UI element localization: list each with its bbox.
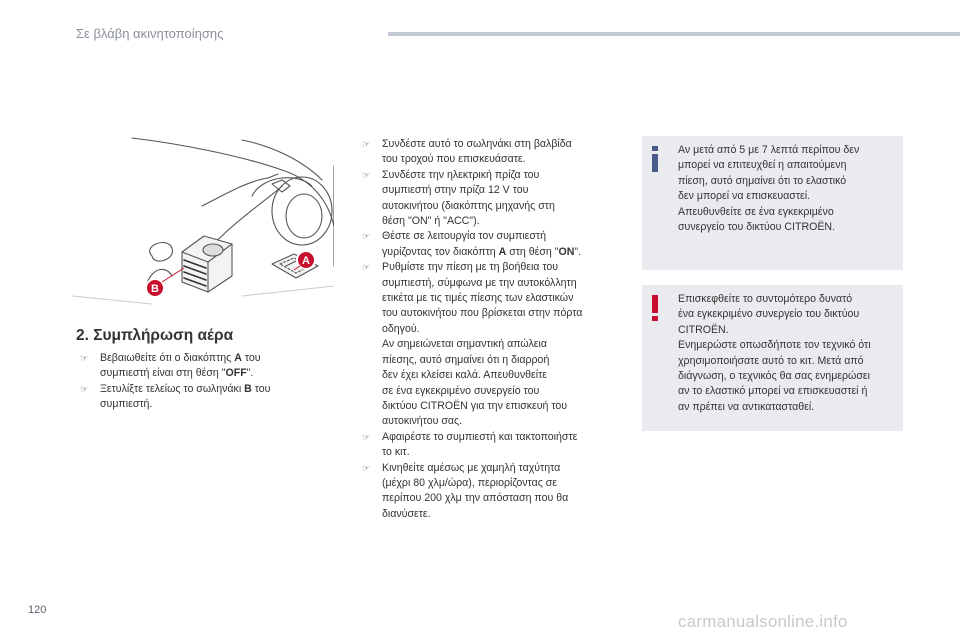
bullet-line: δικτύου CITROËN για την επισκευή του (382, 399, 568, 412)
bullet-item (80, 382, 270, 413)
exclamation-icon (649, 295, 661, 321)
note-line: συνεργείο του δικτύου CITROËN. (678, 221, 836, 234)
info-icon (649, 146, 661, 172)
pointing-hand-icon: ☞ (362, 262, 371, 273)
bullet-line: Ρυθμίστε την πίεση με τη βοήθεια του (382, 261, 559, 274)
page-header-title: Σε βλάβη ακινητοποίησης (76, 26, 224, 41)
bullet-item (362, 137, 582, 168)
bullet-line: Αφαιρέστε το συμπιεστή και τακτοποιήστε (382, 430, 578, 443)
bullet-line: ετικέτα με τις τιμές πίεσης των ελαστικών (382, 292, 574, 305)
bullet-line: συμπιεστή. (100, 398, 153, 411)
compressor-illustration (72, 136, 334, 306)
bullet-list-right (362, 137, 582, 522)
note-line: δεν μπορεί να επισκευαστεί. (678, 190, 811, 203)
bullet-line: Συνδέστε την ηλεκτρική πρίζα του (382, 168, 540, 181)
note-line: πίεση, αυτό σημαίνει ότι το ελαστικό (678, 174, 847, 187)
page-header-bar (388, 32, 960, 36)
note-line: αν το ελαστικό μπορεί να επισκευαστεί ή (678, 385, 868, 398)
note-line: ένα εγκεκριμένο συνεργείο του δικτύου (678, 308, 860, 321)
label-b-marker (146, 268, 184, 297)
bullet-line: συμπιεστή στην πρίζα 12 V του (382, 184, 529, 197)
bullet-line: του αυτοκινήτου που βρίσκεται στην πόρτα (382, 307, 583, 320)
bullet-item (362, 260, 582, 429)
bullet-line: αυτοκινήτου σας. (382, 415, 463, 428)
pointing-hand-icon: ☞ (362, 139, 371, 149)
bullet-item (362, 168, 582, 230)
pointing-hand-icon: ☞ (80, 383, 89, 394)
bullet-line: οδηγού. (382, 322, 420, 335)
bullet-line: Ξετυλίξτε τελείως το σωληνάκι B του (100, 382, 271, 395)
note-line: Ενημερώστε οπωσδήποτε τον τεχνικό ότι (678, 339, 871, 352)
warning-box (642, 285, 903, 431)
note-line: μπορεί να επιτευχθεί η απαιτούμενη (678, 159, 847, 172)
section-title: 2. Συμπλήρωση αέρα (76, 327, 234, 344)
pointing-hand-icon: ☞ (362, 169, 371, 180)
bullet-line: Αν σημειώνεται σημαντική απώλεια (382, 338, 547, 351)
pointing-hand-icon: ☞ (362, 431, 371, 442)
bullet-line: Θέστε σε λειτουργία τον συμπιεστή (382, 230, 546, 243)
label-b-text: B (151, 283, 159, 295)
bullet-item (362, 461, 582, 523)
bullet-line: σε ένα εγκεκριμένο συνεργείο του (382, 384, 540, 397)
warning-text (678, 292, 871, 415)
info-box (642, 136, 903, 270)
bullet-line: (μέχρι 80 χλμ/ώρα), περιορίζοντας σε (382, 476, 558, 489)
label-a-text: A (302, 255, 310, 267)
info-text (678, 143, 859, 235)
note-line: Επισκεφθείτε το συντομότερο δυνατό (678, 293, 853, 305)
watermark: carmanualsonline.info (678, 612, 848, 631)
pointing-hand-icon: ☞ (362, 231, 371, 242)
bullet-line: γυρίζοντας τον διακόπτη A στη θέση "ON". (382, 245, 582, 258)
bullet-line: Βεβαιωθείτε ότι ο διακόπτης A του (100, 352, 261, 364)
bullet-line: περίπου 200 χλμ την απόσταση που θα (382, 492, 569, 505)
bullet-line: του τροχού που επισκευάσατε. (382, 153, 526, 166)
bullet-line: πίεσης, αυτό σημαίνει ότι η διαρροή (382, 353, 550, 366)
bullet-line: συμπιεστή είναι στη θέση "OFF". (100, 367, 254, 380)
bullet-list-left (80, 351, 270, 413)
bullet-line: θέση "ON" ή "ACC"). (382, 215, 480, 228)
note-line: διάγνωση, ο τεχνικός θα σας ενημερώσει (678, 370, 870, 383)
note-line: αν πρέπει να αντικατασταθεί. (678, 400, 815, 413)
bullet-item (80, 351, 270, 382)
bullet-line: αυτοκινήτου (διακόπτης μηχανής στη (382, 199, 555, 212)
bullet-line: διανύσετε. (382, 507, 431, 520)
note-line: CITROËN. (678, 323, 729, 336)
page-number: 120 (28, 604, 47, 616)
note-line: Απευθυνθείτε σε ένα εγκεκριμένο (678, 205, 834, 218)
note-line: χρησιμοποιήσατε αυτό το κιτ. Μετά από (678, 354, 864, 367)
bullet-item (362, 229, 582, 260)
pointing-hand-icon: ☞ (80, 353, 89, 363)
bullet-line: το κιτ. (382, 446, 410, 459)
pointing-hand-icon: ☞ (362, 462, 371, 473)
note-line: Αν μετά από 5 με 7 λεπτά περίπου δεν (678, 144, 860, 156)
bullet-line: συμπιεστή, σύμφωνα με την αυτοκόλλητη (382, 276, 577, 289)
bullet-line: δεν έχει κλείσει καλά. Απευθυνθείτε (382, 369, 547, 382)
bullet-line: Κινηθείτε αμέσως με χαμηλή ταχύτητα (382, 461, 561, 474)
bullet-item (362, 430, 582, 461)
bullet-line: Συνδέστε αυτό το σωληνάκι στη βαλβίδα (382, 138, 572, 150)
